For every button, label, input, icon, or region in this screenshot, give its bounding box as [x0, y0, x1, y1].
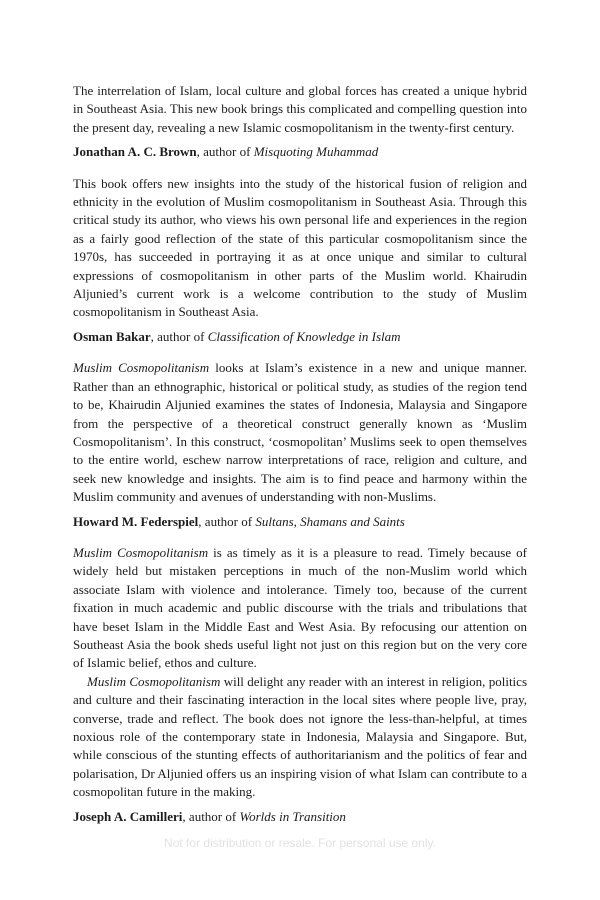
- author-name: Howard M. Federspiel: [73, 513, 199, 529]
- endorsements-page: [73, 82, 527, 839]
- endorsement-paragraph: [73, 359, 527, 506]
- attribution-connector: , author of: [196, 144, 254, 160]
- paragraph-text: The interrelation of Islam, local culture and global forces has created a unique hybrid in Southeast Asia. This new book brings this complicated and compelling question into the present day, revealing a new Islamic cosmopolitanism in the twenty-first century.: [73, 83, 527, 135]
- book-title: Worlds in Transition: [239, 808, 346, 824]
- paragraph-text: looks at Islam’s existence in a new and unique manner. Rather than an ethnographic, historical or political study, as studies of the region tend to be, Khairudin Aljunied examines the states of Indonesia, Malaysia and Singapore from the perspective of a theoretical construct generally known as ‘Muslim Cosmopolitanism’. In this construct, ‘cosmopolitan’ Muslims seek to open themselves to the entire world, eschew narrow interpretations of race, religion and culture, and seek new knowledge and insights. The aim is to find peace and harmony within the Muslim community and avenues of understanding with non-Muslims.: [73, 360, 527, 505]
- book-title-lead: Muslim Cosmopolitanism: [73, 544, 209, 560]
- author-name: Joseph A. Camilleri: [73, 808, 183, 824]
- paragraph-text: is as timely as it is a pleasure to read. Timely because of widely held but mistaken perceptions in much of the non-Muslim world which associate Islam with violence and intolerance. Timely too, because of the current fixation in much academic and public discourse with the trials and tribulations that have beset Islam in the Middle East and West Asia. By refocusing our attention on Southeast Asia the book sheds useful light not just on this region but on the very core of Islamic belief, ethos and culture.: [73, 544, 527, 671]
- attribution: [73, 143, 527, 161]
- book-title: Sultans, Shamans and Saints: [255, 513, 405, 529]
- attribution-connector: , author of: [150, 328, 208, 344]
- attribution: [73, 808, 527, 826]
- endorsement: [73, 175, 527, 347]
- book-title-lead: Muslim Cosmopolitanism: [73, 360, 210, 376]
- endorsement: [73, 544, 527, 826]
- endorsement: [73, 359, 527, 531]
- attribution: [73, 513, 527, 531]
- book-title: Classification of Knowledge in Islam: [207, 328, 401, 344]
- paragraph-text: This book offers new insights into the study of the historical fusion of religion and ethnicity in the evolution of Muslim cosmopolitanism in Southeast Asia. Through this critical study its author, who views his own personal life and experiences in the region as a fairly good reflection of the state of this particular cosmopolitanism since the 1970s, has succeeded in portraying it as at once unique and similar to cultural expressions of cosmopolitanism in other parts of the Muslim world. Khairudin Aljunied’s current work is a welcome contribution to the study of Muslim cosmopolitanism in Southeast Asia.: [73, 175, 527, 320]
- book-title-lead: Muslim Cosmopolitanism: [87, 673, 221, 689]
- endorsement: [73, 82, 527, 162]
- author-name: Osman Bakar: [73, 328, 151, 344]
- endorsement-paragraph: [73, 82, 527, 137]
- endorsement-paragraph: [73, 544, 527, 673]
- endorsement-paragraph: [73, 673, 527, 802]
- distribution-notice: Not for distribution or resale. For personal use only.: [164, 836, 436, 850]
- endorsement-paragraph: [73, 175, 527, 322]
- author-name: Jonathan A. C. Brown: [73, 144, 197, 160]
- attribution-connector: , author of: [198, 513, 256, 529]
- book-title: Misquoting Muhammad: [253, 144, 379, 160]
- paragraph-text: will delight any reader with an interest in religion, politics and culture and their fascinating interaction in the local sites where people live, pray, converse, trade and reflect. The book does not ignore the less-than-helpful, at times noxious role of the contemporary state in Indonesia, Malaysia and Singapore. But, while conscious of the stunting effects of authoritarianism and the politics of fear and polarisation, Dr Aljunied offers us an inspiring vision of what Islam can contribute to a cosmopolitan future in the making.: [73, 673, 527, 800]
- attribution: [73, 328, 527, 346]
- attribution-connector: , author of: [182, 808, 240, 824]
